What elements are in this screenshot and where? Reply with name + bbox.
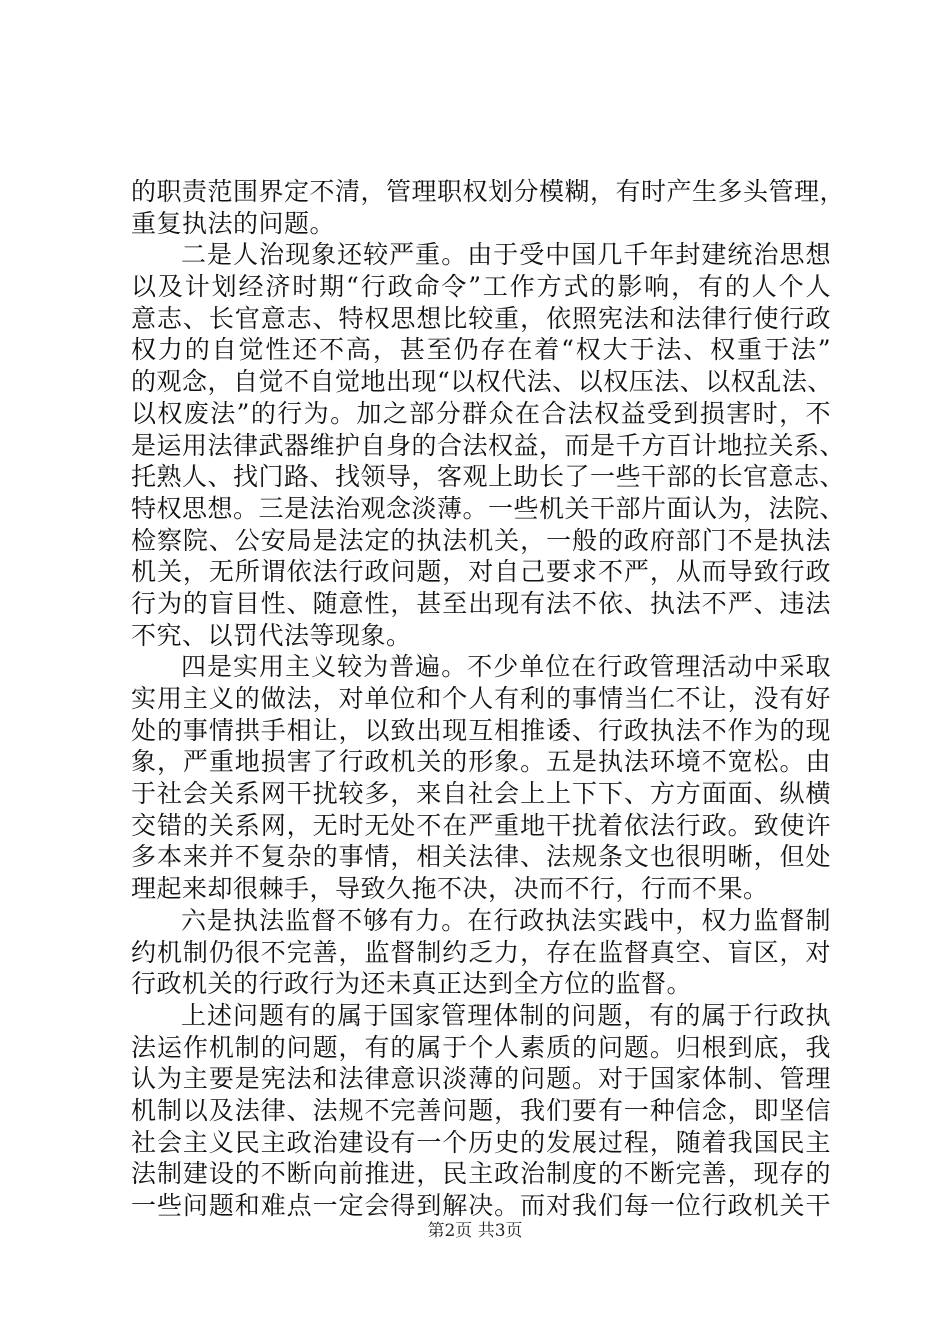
- text-line: 重复执法的问题。: [131, 208, 336, 238]
- paragraph-start-line: 四是实用主义较为普遍。不少单位在行政管理活动中采取: [181, 652, 831, 682]
- text-line: 一些问题和难点一定会得到解决。而对我们每一位行政机关干: [131, 1191, 831, 1220]
- text-line: 理起来却很棘手，导致久拖不决，决而不行，行而不果。: [131, 874, 769, 904]
- paragraph-start-line: 上述问题有的属于国家管理体制的问题，有的属于行政执: [181, 1000, 831, 1030]
- text-line: 的观念，自觉不自觉地出现“以权代法、以权压法、以权乱法、: [131, 367, 833, 397]
- text-line: 以及计划经济时期“行政命令”工作方式的影响，有的人个人: [131, 272, 831, 302]
- text-line: 不究、以罚代法等现象。: [131, 620, 412, 650]
- text-line: 托熟人、找门路、找领导，客观上助长了一些干部的长官意志、: [131, 462, 846, 492]
- paragraph-start-line: 六是执法监督不够有力。在行政执法实践中，权力监督制: [181, 905, 831, 935]
- text-line: 权力的自觉性还不高，甚至仍存在着“权大于法、权重于法”: [131, 335, 831, 365]
- text-line: 机制以及法律、法规不完善问题，我们要有一种信念，即坚信: [131, 1095, 831, 1125]
- text-line: 法制建设的不断向前推进，民主政治制度的不断完善，现存的: [131, 1159, 831, 1189]
- text-line: 多本来并不复杂的事情，相关法律、法规条文也很明晰，但处: [131, 842, 831, 872]
- body-text: [131, 176, 846, 1222]
- text-line: 机关，无所谓依法行政问题，对自己要求不严，从而导致行政: [131, 557, 831, 587]
- text-line: 于社会关系网干扰较多，来自社会上上下下、方方面面、纵横: [131, 779, 831, 809]
- text-line: 社会主义民主政治建设有一个历史的发展过程，随着我国民主: [131, 1127, 831, 1157]
- page-number-footer: 第2页 共3页: [427, 1221, 523, 1241]
- text-line: 法运作机制的问题，有的属于个人素质的问题。归根到底，我: [131, 1032, 831, 1062]
- text-line: 处的事情拱手相让，以致出现互相推诿、行政执法不作为的现: [131, 715, 831, 745]
- text-line: 行政机关的行政行为还未真正达到全方位的监督。: [131, 969, 693, 999]
- text-line: 以权废法”的行为。加之部分群众在合法权益受到损害时，不: [131, 398, 831, 428]
- text-line: 的职责范围界定不清，管理职权划分模糊，有时产生多头管理，: [131, 177, 846, 206]
- text-line: 是运用法律武器维护自身的合法权益，而是千方百计地拉关系、: [131, 430, 846, 460]
- text-line: 认为主要是宪法和法律意识淡薄的问题。对于国家体制、管理: [131, 1064, 831, 1094]
- text-line: 行为的盲目性、随意性，甚至出现有法不依、执法不严、违法: [131, 588, 831, 618]
- text-line: 交错的关系网，无时无处不在严重地干扰着依法行政。致使许: [131, 810, 831, 840]
- text-line: 象，严重地损害了行政机关的形象。五是执法环境不宽松。由: [131, 747, 831, 777]
- text-line: 检察院、公安局是法定的执法机关，一般的政府部门不是执法: [131, 525, 831, 555]
- text-line: 实用主义的做法，对单位和个人有利的事情当仁不让，没有好: [131, 684, 831, 713]
- text-line: 特权思想。三是法治观念淡薄。一些机关干部片面认为，法院、: [131, 493, 846, 523]
- text-line: 意志、长官意志、特权思想比较重，依照宪法和法律行使行政: [131, 303, 831, 333]
- text-line: 约机制仍很不完善，监督制约乏力，存在监督真空、盲区，对: [131, 937, 831, 967]
- paragraph-start-line: 二是人治现象还较严重。由于受中国几千年封建统治思想: [181, 240, 831, 270]
